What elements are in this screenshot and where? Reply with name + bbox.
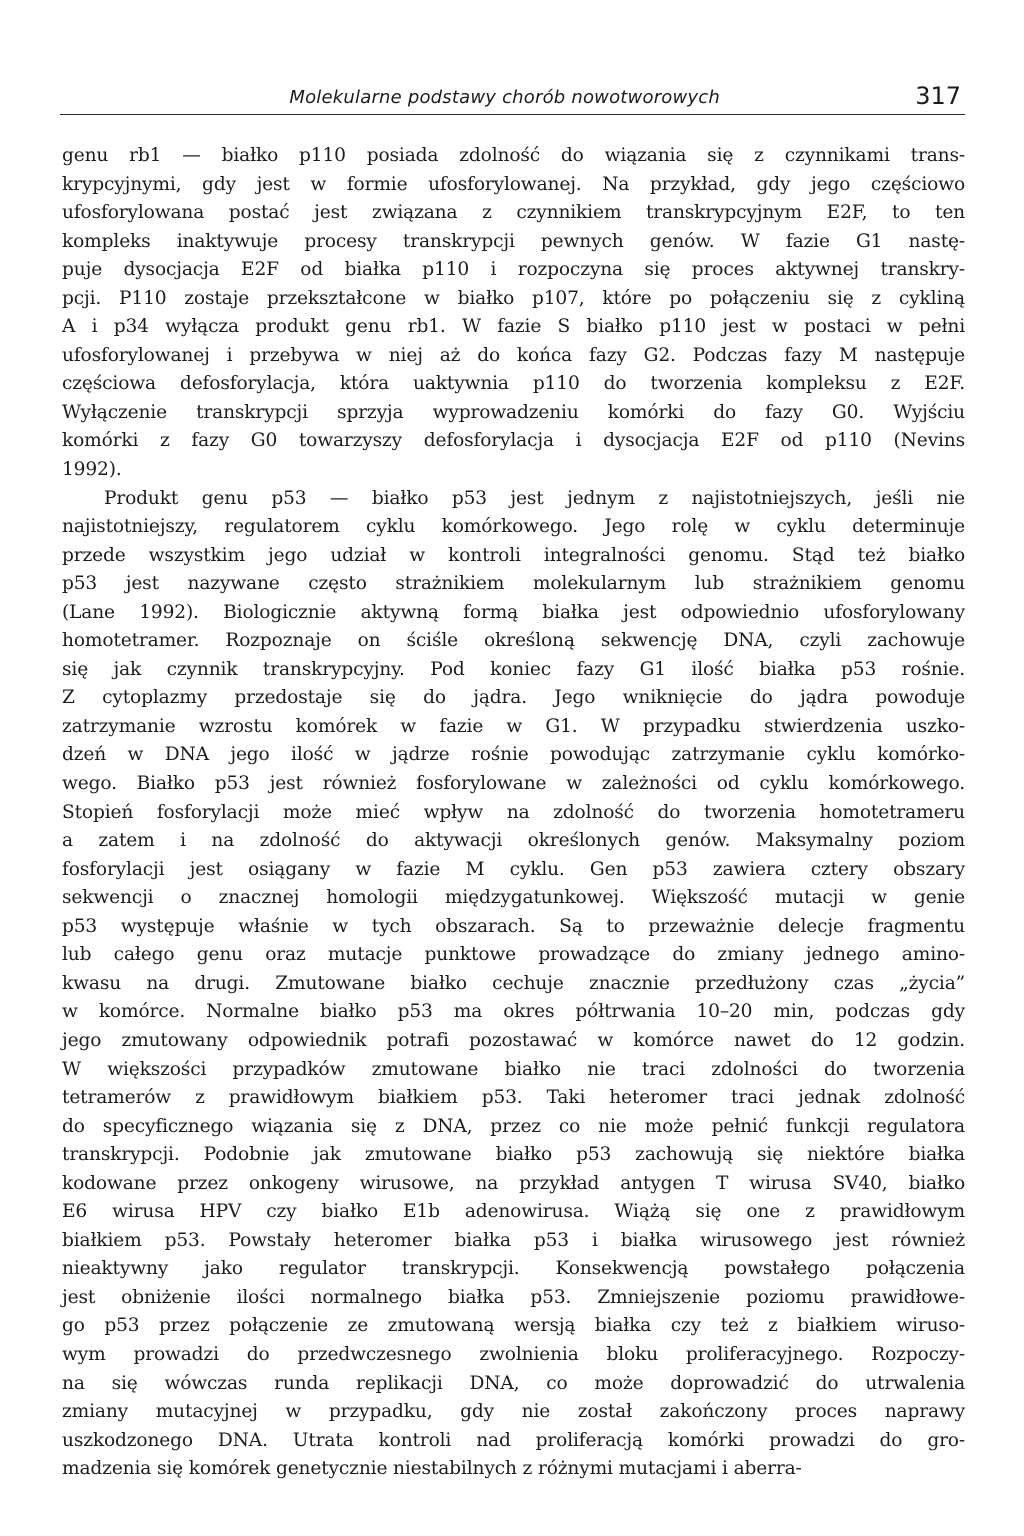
text-line: 1992). — [62, 459, 122, 481]
text-line: najistotniejszy, regulatorem cyklu komórkowego. Jego rolę w cyklu determinuje — [62, 516, 965, 538]
text-line: zmiany mutacyjnej w przypadku, gdy nie został zakończony proces naprawy — [62, 1401, 965, 1423]
text-line: jego zmutowany odpowiednik potrafi pozostawać w komórce nawet do 12 godzin. — [62, 1029, 965, 1051]
text-line: wym prowadzi do przedwczesnego zwolnienia bloku proliferacyjnego. Rozpoczy- — [62, 1343, 965, 1365]
text-line: homotetramer. Rozpoznaje on ściśle określoną sekwencję DNA, czyli zachowuje — [62, 630, 965, 652]
text-line: E6 wirusa HPV czy białko E1b adenowirusa. Wiążą się one z prawidłowym — [62, 1201, 965, 1223]
text-line: Produkt genu p53 — białko p53 jest jednym z najistotniejszych, jeśli nie — [104, 487, 965, 509]
text-line: p53 występuje właśnie w tych obszarach. Są to przeważnie delecje fragmentu — [62, 915, 965, 937]
text-line: na się wówczas runda replikacji DNA, co może doprowadzić do utrwalenia — [62, 1372, 965, 1394]
text-line: sekwencji o znacznej homologii międzygatunkowej. Większość mutacji w genie — [62, 887, 965, 909]
text-line: nieaktywny jako regulator transkrypcji. Konsekwencją powstałego połączenia — [62, 1258, 965, 1280]
text-line: częściowa defosforylacja, która uaktywnia p110 do tworzenia kompleksu z E2F. — [62, 373, 965, 395]
text-line: przede wszystkim jego udział w kontroli integralności genomu. Stąd też białko — [62, 544, 965, 566]
text-line: fosforylacji jest osiągany w fazie M cyklu. Gen p53 zawiera cztery obszary — [62, 858, 965, 880]
page-number: 317 — [915, 82, 961, 110]
text-line: Wyłączenie transkrypcji sprzyja wyprowadzeniu komórki do fazy G0. Wyjściu — [62, 401, 965, 423]
text-line: kwasu na drugi. Zmutowane białko cechuje znacznie przedłużony czas „życia” — [62, 972, 965, 994]
text-line: uszkodzonego DNA. Utrata kontroli nad proliferacją komórki prowadzi do gro- — [62, 1429, 965, 1451]
running-title: Molekularne podstawy chorób nowotworowych — [289, 87, 720, 108]
text-line: się jak czynnik transkrypcyjny. Pod koniec fazy G1 ilość białka p53 rośnie. — [62, 658, 965, 680]
text-line: zatrzymanie wzrostu komórek w fazie w G1. W przypadku stwierdzenia uszko- — [62, 715, 965, 737]
text-line: pcji. P110 zostaje przekształcone w białko p107, które po połączeniu się z cykliną — [62, 287, 965, 309]
running-header — [60, 80, 965, 115]
text-line: jest obniżenie ilości normalnego białka p53. Zmniejszenie poziomu prawidłowe- — [62, 1286, 965, 1308]
text-line: dzeń w DNA jego ilość w jądrze rośnie powodując zatrzymanie cyklu komórko- — [62, 744, 965, 766]
text-line: tetramerów z prawidłowym białkiem p53. Taki heteromer traci jednak zdolność — [62, 1087, 965, 1109]
text-line: go p53 przez połączenie ze zmutowaną wersją białka czy też z białkiem wiruso- — [62, 1315, 965, 1337]
text-line: komórki z fazy G0 towarzyszy defosforylacja i dysocjacja E2F od p110 (Nevins — [62, 430, 965, 452]
text-line: w komórce. Normalne białko p53 ma okres półtrwania 10–20 min, podczas gdy — [62, 1001, 965, 1023]
text-line: krypcyjnymi, gdy jest w formie ufosforylowanej. Na przykład, gdy jego częściowo — [62, 173, 965, 195]
text-line: Stopień fosforylacji może mieć wpływ na zdolność do tworzenia homotetrameru — [62, 801, 965, 823]
text-line: a zatem i na zdolność do aktywacji określonych genów. Maksymalny poziom — [62, 830, 965, 852]
text-line: do specyficznego wiązania się z DNA, przez co nie może pełnić funkcji regulatora — [62, 1115, 965, 1137]
text-line: lub całego genu oraz mutacje punktowe prowadzące do zmiany jednego amino- — [62, 944, 965, 966]
text-line: p53 jest nazywane często strażnikiem molekularnym lub strażnikiem genomu — [62, 573, 965, 595]
text-line: (Lane 1992). Biologicznie aktywną formą białka jest odpowiednio ufosforylowany — [62, 601, 965, 623]
text-line: puje dysocjacja E2F od białka p110 i rozpoczyna się proces aktywnej transkry- — [62, 259, 965, 281]
text-line: kompleks inaktywuje procesy transkrypcji pewnych genów. W fazie G1 nastę- — [62, 230, 965, 252]
text-line: wego. Białko p53 jest również fosforylowane w zależności od cyklu komórkowego. — [62, 773, 965, 795]
text-line: madzenia się komórek genetycznie niestabilnych z różnymi mutacjami i aberra- — [62, 1458, 802, 1480]
text-line: kodowane przez onkogeny wirusowe, na przykład antygen T wirusa SV40, białko — [62, 1172, 965, 1194]
text-line: ufosforylowanej i przebywa w niej aż do końca fazy G2. Podczas fazy M następuje — [62, 344, 965, 366]
text-line: ufosforylowana postać jest związana z czynnikiem transkrypcyjnym E2F, to ten — [62, 202, 965, 224]
text-line: W większości przypadków zmutowane białko nie traci zdolności do tworzenia — [62, 1058, 965, 1080]
text-line: genu rb1 — białko p110 posiada zdolność do wiązania się z czynnikami trans- — [62, 145, 965, 166]
text-line: A i p34 wyłącza produkt genu rb1. W fazie S białko p110 jest w postaci w pełni — [62, 316, 965, 338]
text-line: białkiem p53. Powstały heteromer białka p53 i białka wirusowego jest również — [62, 1229, 965, 1251]
body-text — [62, 142, 965, 1484]
text-line: transkrypcji. Podobnie jak zmutowane białko p53 zachowują się niektóre białka — [62, 1144, 965, 1166]
text-line: Z cytoplazmy przedostaje się do jądra. Jego wniknięcie do jądra powoduje — [62, 687, 965, 709]
